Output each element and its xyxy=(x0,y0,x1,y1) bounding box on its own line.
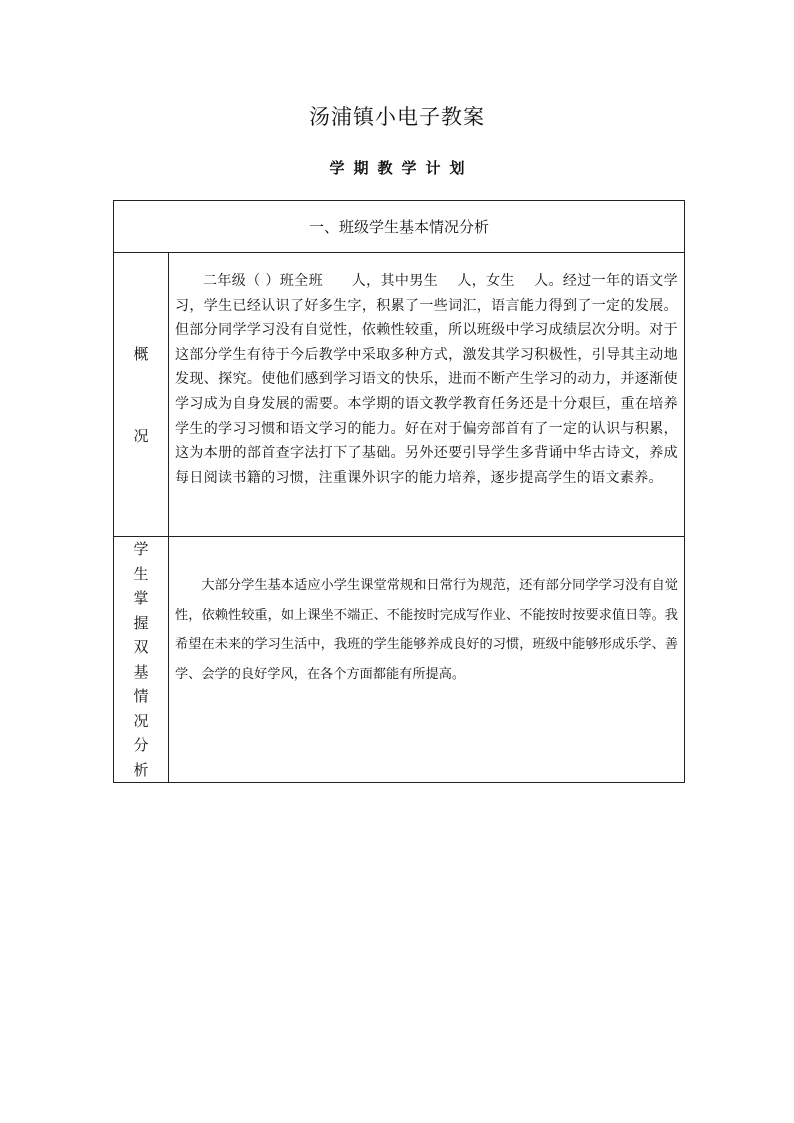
analysis-table xyxy=(113,200,685,783)
section-header: 一、班级学生基本情况分析 xyxy=(114,201,685,253)
overview-label-char: 况 xyxy=(133,426,149,445)
document-title: 汤浦镇小电子教案 xyxy=(309,105,485,129)
double-basics-label xyxy=(114,537,169,783)
double-basics-text: 大部分学生基本适应小学生课堂常规和日常行为规范，还有部分同学学习没有自觉性，依赖性较重，如上课坐不端正、不能按时完成写作业、不能按时按要求值日等。我希望在未来的学习生活中，我班的学生能够养成良好的习惯，班级中能够形成乐学、善学、会学的良好学风，在各个方面都能有所提高。 xyxy=(169,537,685,783)
overview-text: 二年级（ ）班全班 人，其中男生 人，女生 人。经过一年的语文学习，学生已经认识了好多生字，积累了一些词汇，语言能力得到了一定的发展。但部分同学学习没有自觉性，依赖性较重，所以班级中学习成绩层次分明。对于这部分学生有待于今后教学中采取多种方式，激发其学习积极性，引导其主动地发现、探究。使他们感到学习语文的快乐，进而不断产生学习的动力，并逐渐使学习成为自身发展的需要。本学期的语文教学教育任务还是十分艰巨，重在培养学生的学习习惯和语文学习的能力。好在对于偏旁部首有了一定的认识与积累，这为本册的部首查字法打下了基础。另外还要引导学生多背诵中华古诗文，养成每日阅读书籍的习惯，注重课外识字的能力培养，逐步提高学生的语文素养。 xyxy=(169,253,685,537)
double-label-char: 况 xyxy=(133,711,149,730)
double-label-char: 分 xyxy=(133,736,149,754)
overview-row xyxy=(114,253,685,537)
double-label-char: 情 xyxy=(133,687,149,705)
double-label-char: 双 xyxy=(133,638,149,656)
overview-label-char: 概 xyxy=(133,344,149,363)
double-label-char: 析 xyxy=(133,760,149,779)
double-label-char: 学 xyxy=(133,540,149,558)
double-basics-row xyxy=(114,537,685,783)
double-label-char: 握 xyxy=(133,613,149,632)
document-subtitle: 学期教学计划 xyxy=(329,159,474,177)
overview-label xyxy=(114,253,169,537)
table-header-row xyxy=(114,201,685,253)
double-label-char: 基 xyxy=(133,662,149,681)
double-label-char: 生 xyxy=(133,564,149,583)
double-label-char: 掌 xyxy=(133,589,149,607)
